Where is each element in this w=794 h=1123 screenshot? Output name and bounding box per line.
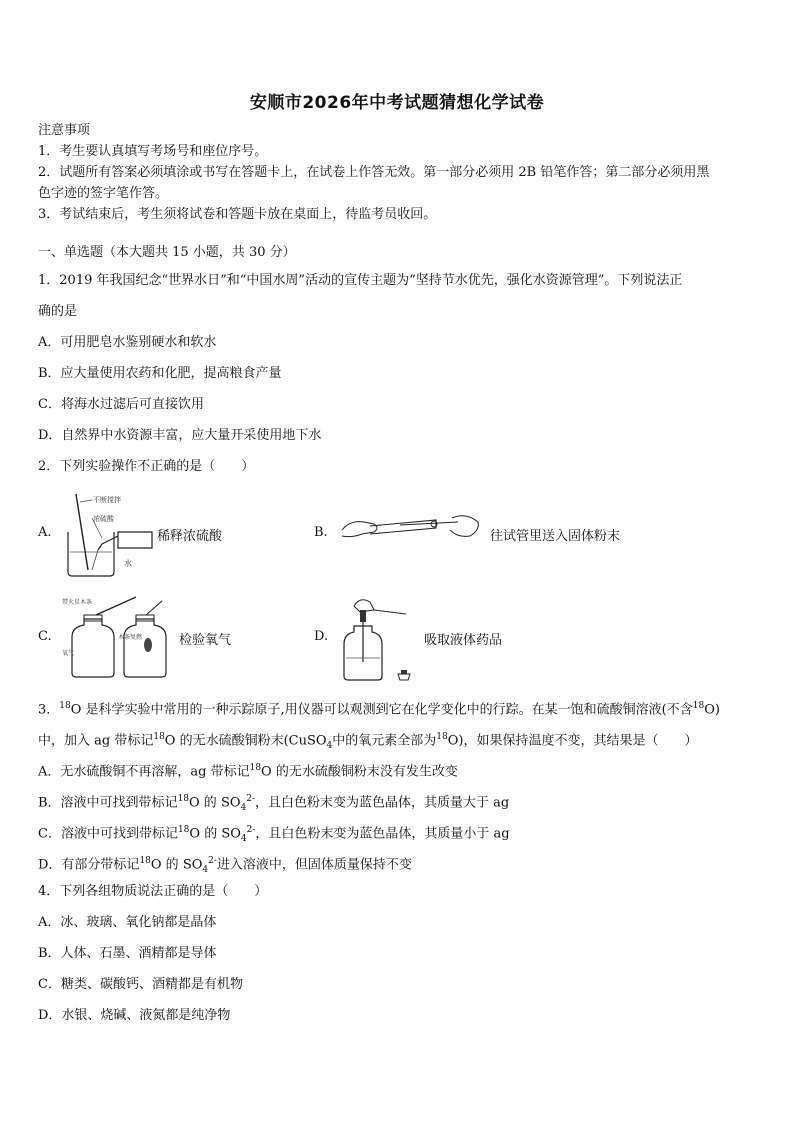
dropper-figure: [340, 596, 420, 684]
question-3-option-d: D．有部分带标记$^{18}$O 的 $SO_4^{2-}$进入溶液中，但固体质量保持不变: [38, 856, 412, 875]
question-1-option-d: D．自然界中水资源丰富，应大量开采使用地下水: [38, 428, 322, 443]
question-3-option-c: C．溶液中可找到带标记$^{18}$O 的 $SO_4^{2-}$，且白色粉末变为蓝色晶体，其质量小于 ag: [38, 825, 510, 844]
stir-label: 不断搅拌: [93, 496, 121, 504]
splint-label: 带火星木条: [62, 599, 93, 606]
question-1-option-b: B．应大量使用农药和化肥，提高粮食产量: [38, 366, 282, 381]
dilute-acid-figure: [62, 492, 157, 578]
question-1-stem: 1．2019 年我国纪念“世界水日”和“中国水周”活动的宣传主题为“坚持节水优先，强化水资源管理”。下列说法正: [38, 273, 683, 288]
question-2-option-c-label: C.: [38, 629, 52, 644]
question-2-stem: 2．下列实验操作不正确的是（ ）: [38, 459, 255, 474]
question-4-option-a: A．冰、玻璃、氧化钠都是晶体: [38, 915, 217, 930]
acid-label: 浓硫酸: [93, 515, 114, 523]
oxygen-label: 氧气: [62, 650, 75, 657]
question-2-option-c-text: 检验氧气: [179, 633, 232, 648]
relight-label: 木条复燃: [118, 634, 143, 641]
page-title: 安顺市2026年中考试题猜想化学试卷: [249, 93, 545, 113]
question-4-stem: 4．下列各组物质说法正确的是（ ）: [38, 884, 268, 899]
notice-item: 3．考试结束后，考生须将试卷和答题卡放在桌面上，待监考员收回。: [38, 207, 437, 222]
question-4-option-d: D．水银、烧碱、液氮都是纯净物: [38, 1008, 231, 1023]
section-heading: 一、单选题（本大题共 15 小题，共 30 分）: [38, 245, 296, 260]
water-label: 水: [124, 559, 132, 568]
powder-into-tube-figure: [340, 510, 482, 546]
question-2-option-b-label: B.: [314, 525, 328, 540]
question-1-option-c: C．将海水过滤后可直接饮用: [38, 397, 204, 412]
notice-heading: 注意事项: [38, 123, 91, 138]
question-3-option-b: B．溶液中可找到带标记$^{18}$O 的 $SO_4^{2-}$，且白色粉末变为蓝色晶体，其质量大于 ag: [38, 794, 510, 813]
question-2-option-b-text: 往试管里送入固体粉末: [490, 529, 621, 544]
question-1-stem-cont: 确的是: [38, 304, 78, 319]
question-4-option-c: C．糖类、碳酸钙、酒精都是有机物: [38, 977, 243, 992]
notice-item: 色字迹的签字笔作答。: [38, 186, 169, 201]
notice-item: 1．考生要认真填写考场号和座位序号。: [38, 144, 268, 159]
question-2-option-d-label: D.: [314, 629, 329, 644]
question-2-option-d-text: 吸取液体药品: [424, 633, 503, 648]
oxygen-test-figure: [62, 595, 180, 679]
question-3-stem-cont: 中，加入 ag 带标记$^{18}$O 的无水硫酸铜粉末(CuSO$_4$中的氧元素全部为$^{18}$O)，如果保持温度不变，其结果是（ ）: [38, 732, 698, 751]
question-1-option-a: A．可用肥皂水鉴别硬水和软水: [38, 335, 217, 350]
notice-item: 2．试题所有答案必须填涂或书写在答题卡上，在试卷上作答无效。第一部分必须用 2B 铅笔作答；第二部分必须用黑: [38, 165, 710, 180]
question-2-option-a-text: 稀释浓硫酸: [157, 529, 223, 544]
question-3-option-a: A．无水硫酸铜不再溶解，ag 带标记$^{18}$O 的无水硫酸铜粉末没有发生改变: [38, 763, 458, 780]
question-2-option-a-label: A.: [38, 525, 52, 540]
question-4-option-b: B．人体、石墨、酒精都是导体: [38, 946, 217, 961]
question-3-stem: 3．$^{18}$O 是科学实验中常用的一种示踪原子,用仪器可以观测到它在化学变化中的行踪。在某一饱和硫酸铜溶液(不含$^{18}$O): [38, 701, 720, 718]
